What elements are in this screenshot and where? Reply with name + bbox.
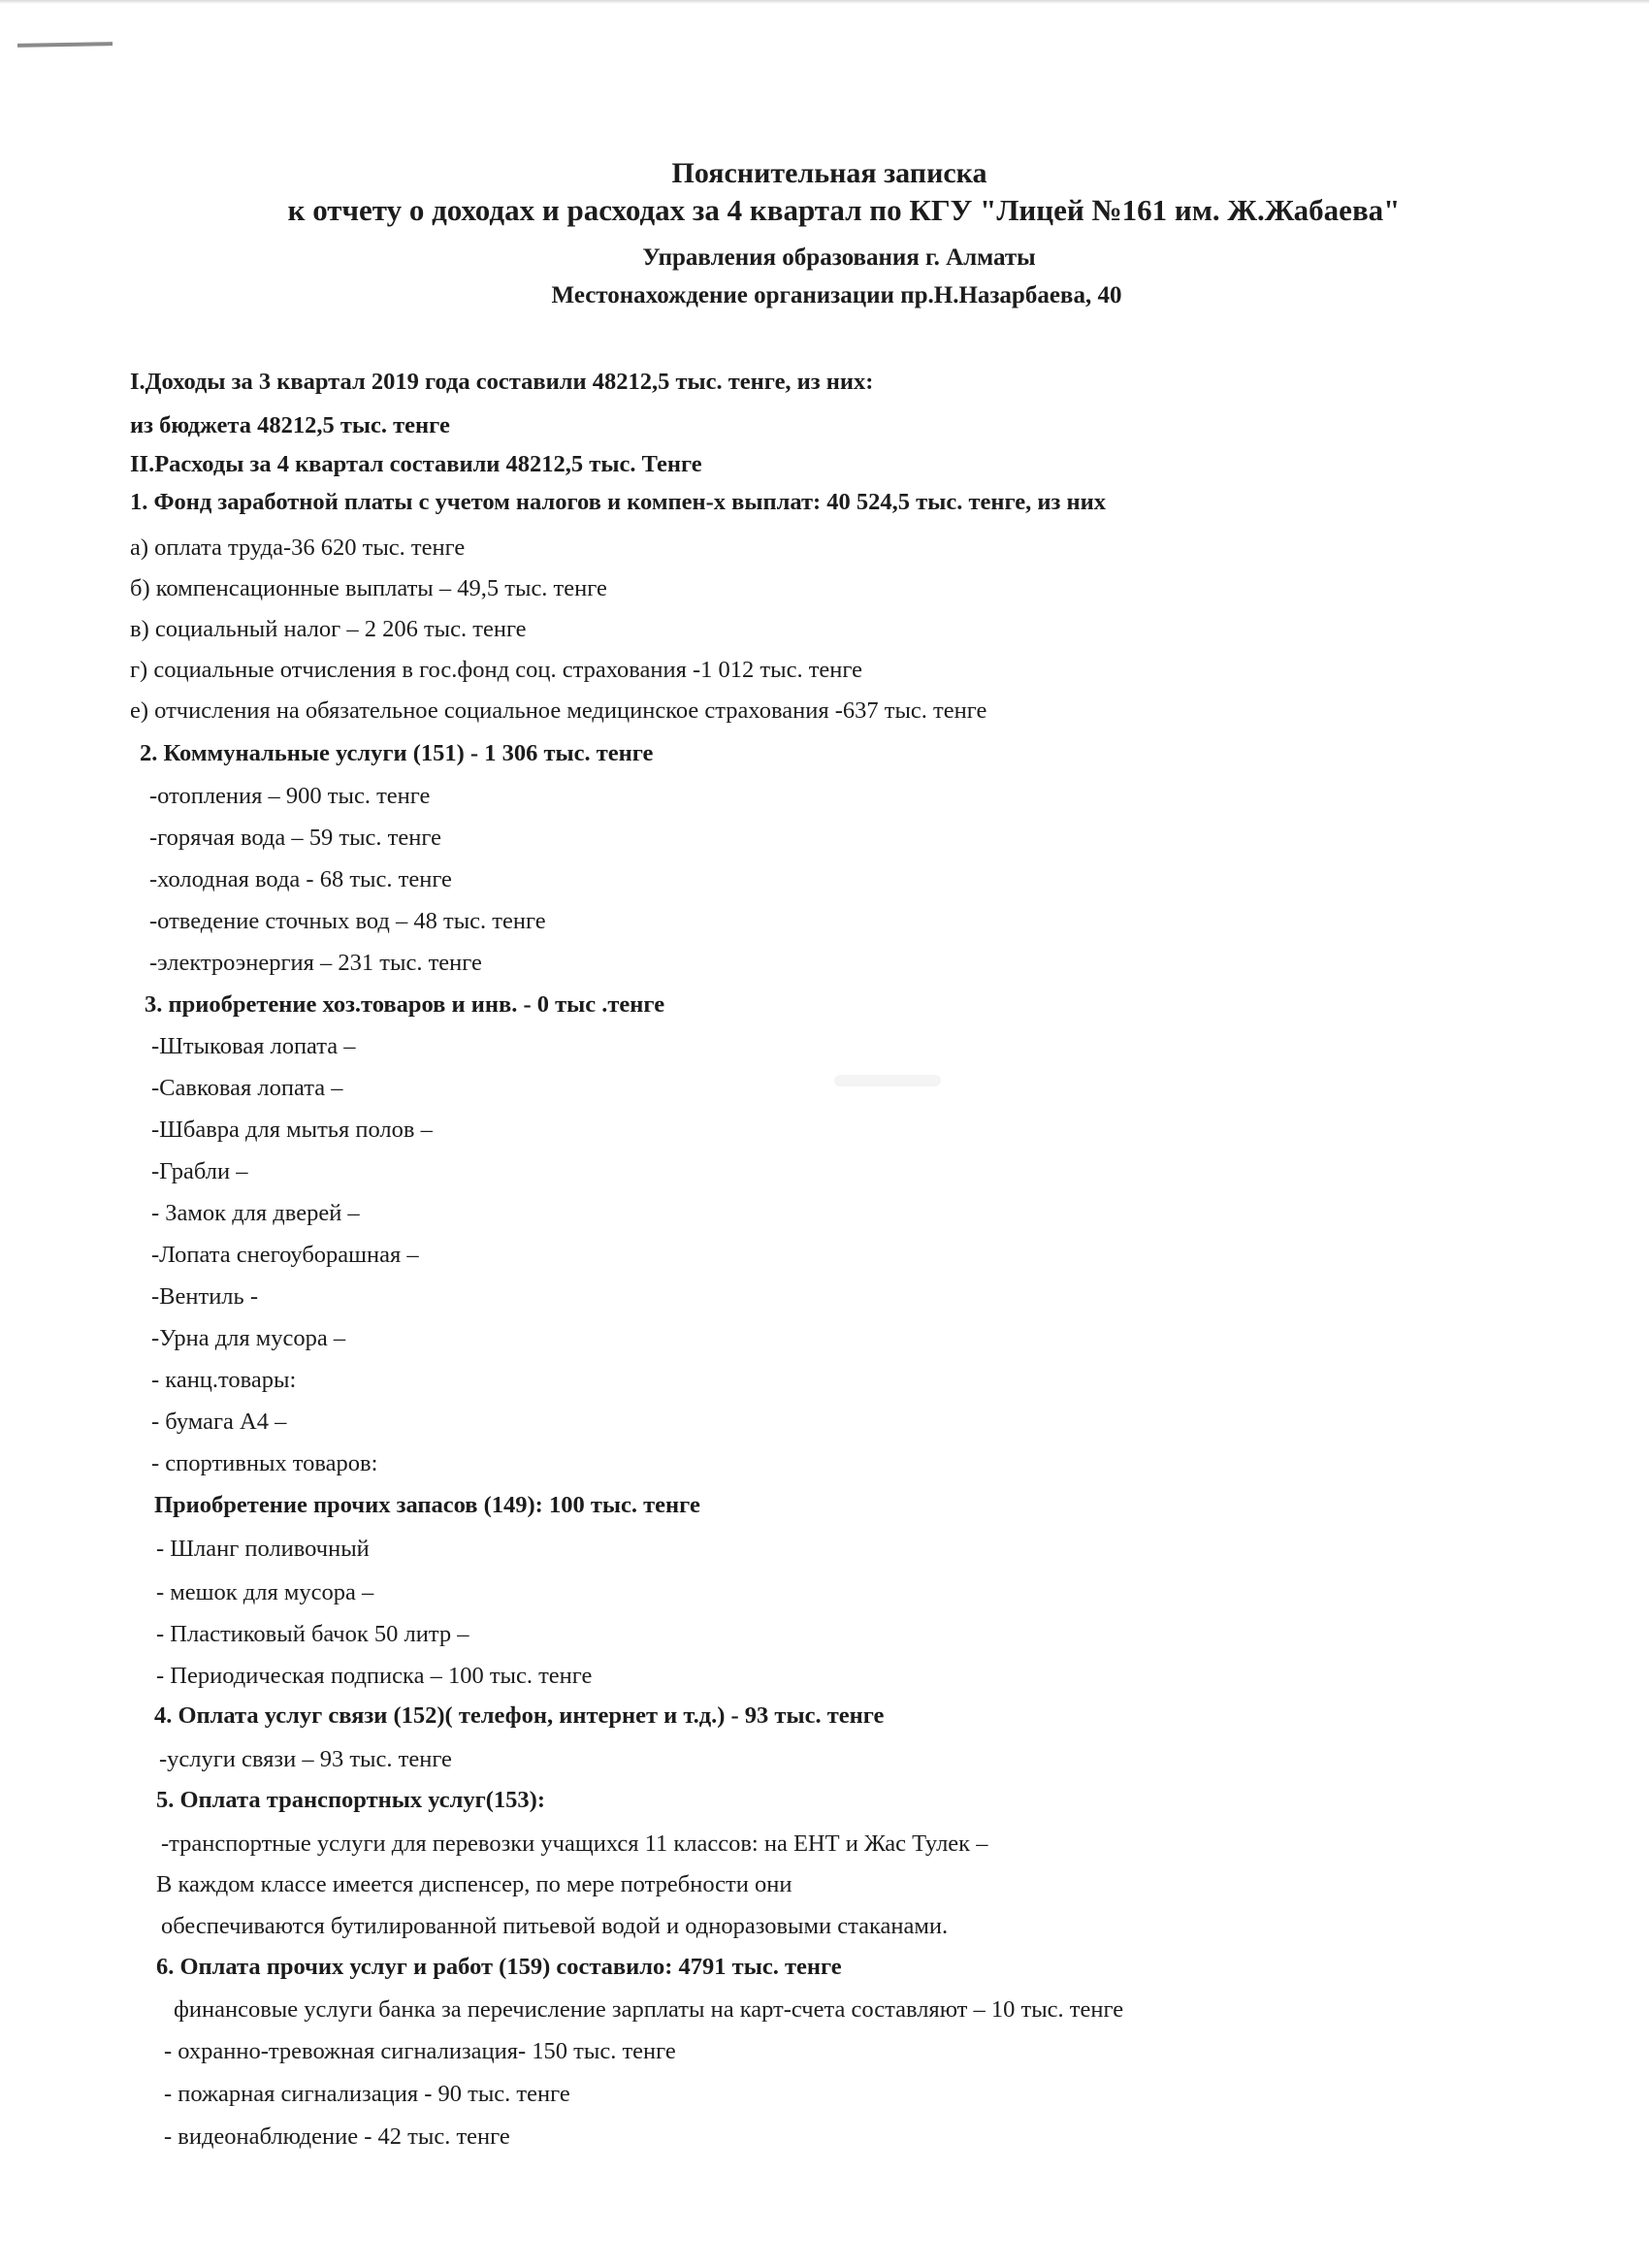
expenses-line: II.Расходы за 4 квартал составили 48212,5 тыс. Тенге: [130, 451, 702, 477]
list-item: а) оплата труда-36 620 тыс. тенге: [130, 535, 466, 561]
scan-edge: [0, 0, 1649, 4]
list-item: -отопления – 900 тыс. тенге: [149, 783, 431, 809]
list-item: -Грабли –: [151, 1158, 248, 1184]
income-line: I.Доходы за 3 квартал 2019 года составили 48212,5 тыс. тенге, из них:: [130, 369, 874, 395]
list-item: - видеонаблюдение - 42 тыс. тенге: [164, 2123, 510, 2150]
location-line: Местонахождение организации пр.Н.Назарбаева, 40: [551, 282, 1122, 308]
dispenser-note: В каждом классе имеется диспенсер, по мере потребности они: [156, 1871, 792, 1897]
section-1-heading: 1. Фонд заработной платы с учетом налогов и компен-х выплат: 40 524,5 тыс. тенге, из них: [130, 489, 1106, 515]
list-item: - бумага А4 –: [151, 1409, 287, 1435]
scan-mark: [17, 42, 113, 48]
list-item: финансовые услуги банка за перечисление зарплаты на карт-счета составляют – 10 тыс. тенге: [174, 1996, 1124, 2023]
scan-smudge: [834, 1075, 941, 1086]
section-2-heading: 2. Коммунальные услуги (151) - 1 306 тыс. тенге: [140, 740, 654, 766]
list-item: -электроэнергия – 231 тыс. тенге: [149, 950, 482, 976]
section-5-heading: 5. Оплата транспортных услуг(153):: [156, 1787, 545, 1813]
other-supplies-heading: Приобретение прочих запасов (149): 100 тыс. тенге: [154, 1492, 700, 1518]
list-item: г) социальные отчисления в гос.фонд соц. страхования -1 012 тыс. тенге: [130, 657, 863, 683]
list-item: - канц.товары:: [151, 1367, 297, 1393]
list-item: - Пластиковый бачок 50 литр –: [156, 1621, 469, 1647]
list-item: -Урна для мусора –: [151, 1325, 346, 1351]
list-item: -транспортные услуги для перевозки учащихся 11 классов: на ЕНТ и Жас Тулек –: [161, 1831, 988, 1857]
list-item: - спортивных товаров:: [151, 1450, 378, 1476]
list-item: -горячая вода – 59 тыс. тенге: [149, 825, 441, 851]
list-item: - пожарная сигнализация - 90 тыс. тенге: [164, 2081, 570, 2107]
list-item: -Шбавра для мытья полов –: [151, 1117, 433, 1143]
document-title: Пояснительная записка: [671, 157, 987, 189]
list-item: е) отчисления на обязательное социальное медицинское страхования -637 тыс. тенге: [130, 697, 987, 724]
list-item: - Замок для дверей –: [151, 1200, 360, 1226]
list-item: -Лопата снегоуборашная –: [151, 1242, 419, 1268]
list-item: -холодная вода - 68 тыс. тенге: [149, 866, 452, 892]
document-subtitle: к отчету о доходах и расходах за 4 квартал по КГУ "Лицей №161 им. Ж.Жабаева": [287, 193, 1401, 227]
section-6-heading: 6. Оплата прочих услуг и работ (159) составило: 4791 тыс. тенге: [156, 1954, 842, 1980]
list-item: в) социальный налог – 2 206 тыс. тенге: [130, 616, 527, 642]
list-item: б) компенсационные выплаты – 49,5 тыс. тенге: [130, 575, 607, 601]
list-item: - мешок для мусора –: [156, 1579, 374, 1605]
list-item: -отведение сточных вод – 48 тыс. тенге: [149, 908, 546, 934]
department-line: Управления образования г. Алматы: [642, 244, 1036, 271]
section-3-heading: 3. приобретение хоз.товаров и инв. - 0 тыс .тенге: [145, 991, 665, 1018]
list-item: - Периодическая подписка – 100 тыс. тенге: [156, 1663, 593, 1689]
budget-income-line: из бюджета 48212,5 тыс. тенге: [130, 412, 450, 438]
section-4-heading: 4. Оплата услуг связи (152)( телефон, интернет и т.д.) - 93 тыс. тенге: [154, 1702, 885, 1729]
dispenser-note-continued: обеспечиваются бутилированной питьевой водой и одноразовыми стаканами.: [161, 1913, 949, 1939]
list-item: -услуги связи – 93 тыс. тенге: [159, 1746, 452, 1772]
list-item: - Шланг поливочный: [156, 1536, 370, 1562]
list-item: - охранно-тревожная сигнализация- 150 тыс. тенге: [164, 2038, 676, 2064]
list-item: -Савковая лопата –: [151, 1075, 343, 1101]
list-item: -Штыковая лопата –: [151, 1033, 356, 1059]
list-item: -Вентиль -: [151, 1283, 258, 1310]
